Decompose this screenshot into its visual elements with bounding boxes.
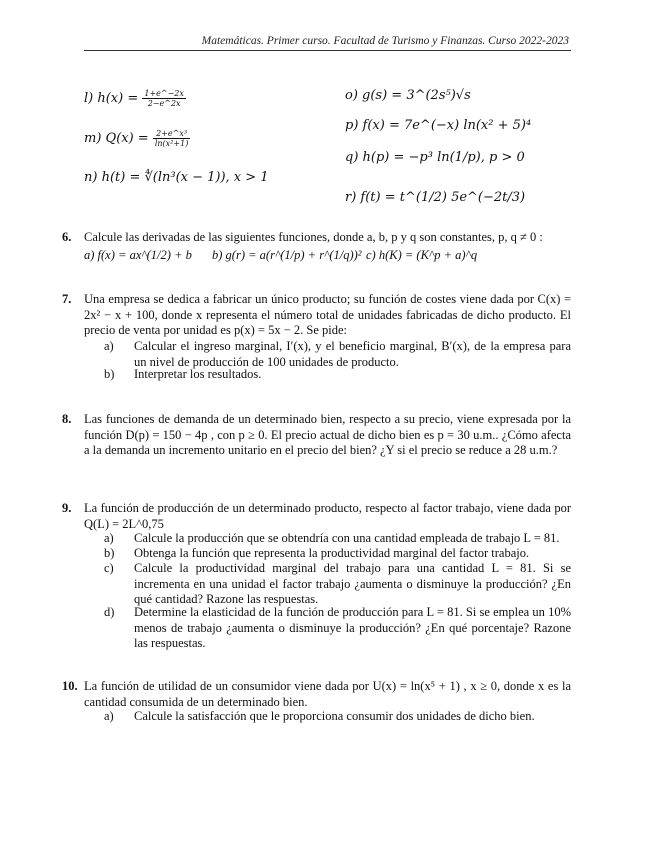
page-header: Matemáticas. Primer curso. Facultad de Turismo y Finanzas. Curso 2022-2023 [201, 35, 569, 47]
item-l-fraction [142, 89, 186, 108]
header-rule [84, 50, 571, 51]
ex7-sub-b [104, 367, 571, 383]
ex6-text: Calcule las derivadas de las siguientes funciones, donde a, b, p y q son constantes, p, q ≠ 0 : [84, 230, 543, 244]
item-m-num: 2+e^x³ [153, 129, 190, 139]
ex10-sub-a-text: Calcule la satisfacción que le proporciona consumir dos unidades de dicho bien. [134, 709, 535, 723]
item-m-den: ln(x²+1) [154, 139, 189, 148]
item-o: o) g(s) = 3^(2s⁵)√s [345, 88, 471, 103]
ex9-sub-c [104, 561, 571, 608]
item-q: q) h(p) = −p³ ln(1/p), p > 0 [345, 150, 525, 165]
ex10-sub-a [104, 709, 571, 725]
ex9-sub-a [104, 531, 571, 547]
item-n: n) h(t) = ∜(ln³(x − 1)), x > 1 [84, 170, 269, 185]
ex9-text: La función de producción de un determinado producto, respecto al factor trabajo, viene dada por Q(L) = 2L^0,75 [84, 501, 571, 531]
ex9-sub-a-label: a) [104, 531, 114, 545]
ex10-sub-a-label: a) [104, 709, 114, 723]
ex9-sub-b-text: Obtenga la función que representa la productividad marginal del factor trabajo. [134, 546, 530, 560]
item-p: p) f(x) = 7e^(−x) ln(x² + 5)⁴ [345, 118, 532, 133]
ex9-sub-a-text: Calcule la producción que se obtendría con una cantidad empleada de trabajo L = 81. [134, 531, 560, 545]
ex7-sub-b-label: b) [104, 367, 115, 381]
ex9-sub-d [104, 605, 571, 652]
ex9-sub-b [104, 546, 571, 562]
ex9-sub-d-label: d) [104, 605, 115, 619]
item-m-label: m) Q(x) = [84, 131, 149, 146]
item-l-label: l) h(x) = [84, 91, 139, 106]
ex9-sub-b-label: b) [104, 546, 115, 560]
ex7-text: Una empresa se dedica a fabricar un único producto; su función de costes viene dada por C(x) = 2x² − x + 100, donde x representa el número total de unidades fabricadas de dicho producto. El precio de venta por unidad es p(x) = 5x − 2. Se pide: [84, 292, 571, 337]
ex7-sub-a-label: a) [104, 339, 114, 353]
ex9-sub-c-text: Calcule la productividad marginal del trabajo para una cantidad L = 81. Si se incrementa en una unidad el factor trabajo ¿aumenta o disminuye la producción? ¿En qué cantidad? Razone las respuestas. [134, 561, 571, 606]
ex6-a: a) f(x) = ax^(1/2) + b [84, 248, 192, 262]
ex6-number: 6. [62, 230, 72, 244]
item-l-den: 2−e^2x [147, 99, 181, 108]
ex8-text: Las funciones de demanda de un determinado bien, respecto a su precio, viene expresada por la función D(p) = 150 − 4p , con p ≥ 0. El precio actual de dicho bien es p = 30 u.m.. ¿Cómo afecta a la demanda un incremento unitario en el precio del bien? ¿Y si el precio se reduce a 28 u.m.? [84, 412, 571, 457]
item-r: r) f(t) = t^(1/2) 5e^(−2t/3) [345, 190, 526, 205]
item-l-num: 1+e^−2x [144, 89, 184, 98]
ex8-number: 8. [62, 412, 72, 426]
ex9-sub-d-text: Determine la elasticidad de la función de producción para L = 81. Si se emplea un 10% menos de trabajo ¿aumenta o disminuye la producción? ¿En qué porcentaje? Razone las respuestas. [134, 605, 571, 650]
ex7-number: 7. [62, 292, 72, 306]
ex7-sub-b-text: Interpretar los resultados. [134, 367, 262, 381]
ex6-b: b) g(r) = a(r^(1/p) + r^(1/q))² [212, 248, 362, 262]
item-m-fraction [153, 129, 190, 148]
ex6-c: c) h(K) = (K^p + a)^q [366, 248, 478, 262]
ex10-text: La función de utilidad de un consumidor viene dada por U(x) = ln(x⁵ + 1) , x ≥ 0, donde x es la cantidad consumida de un determinado bien. [84, 679, 571, 709]
item-l [84, 89, 186, 108]
ex9-number: 9. [62, 501, 72, 515]
ex10-number: 10. [62, 679, 78, 693]
ex9-sub-c-label: c) [104, 561, 114, 575]
ex7-sub-a-text: Calcular el ingreso marginal, I′(x), y el beneficio marginal, B′(x), de la empresa para un nivel de producción de 100 unidades de producto. [134, 339, 571, 369]
item-m [84, 129, 190, 148]
ex7-sub-a [104, 339, 571, 370]
